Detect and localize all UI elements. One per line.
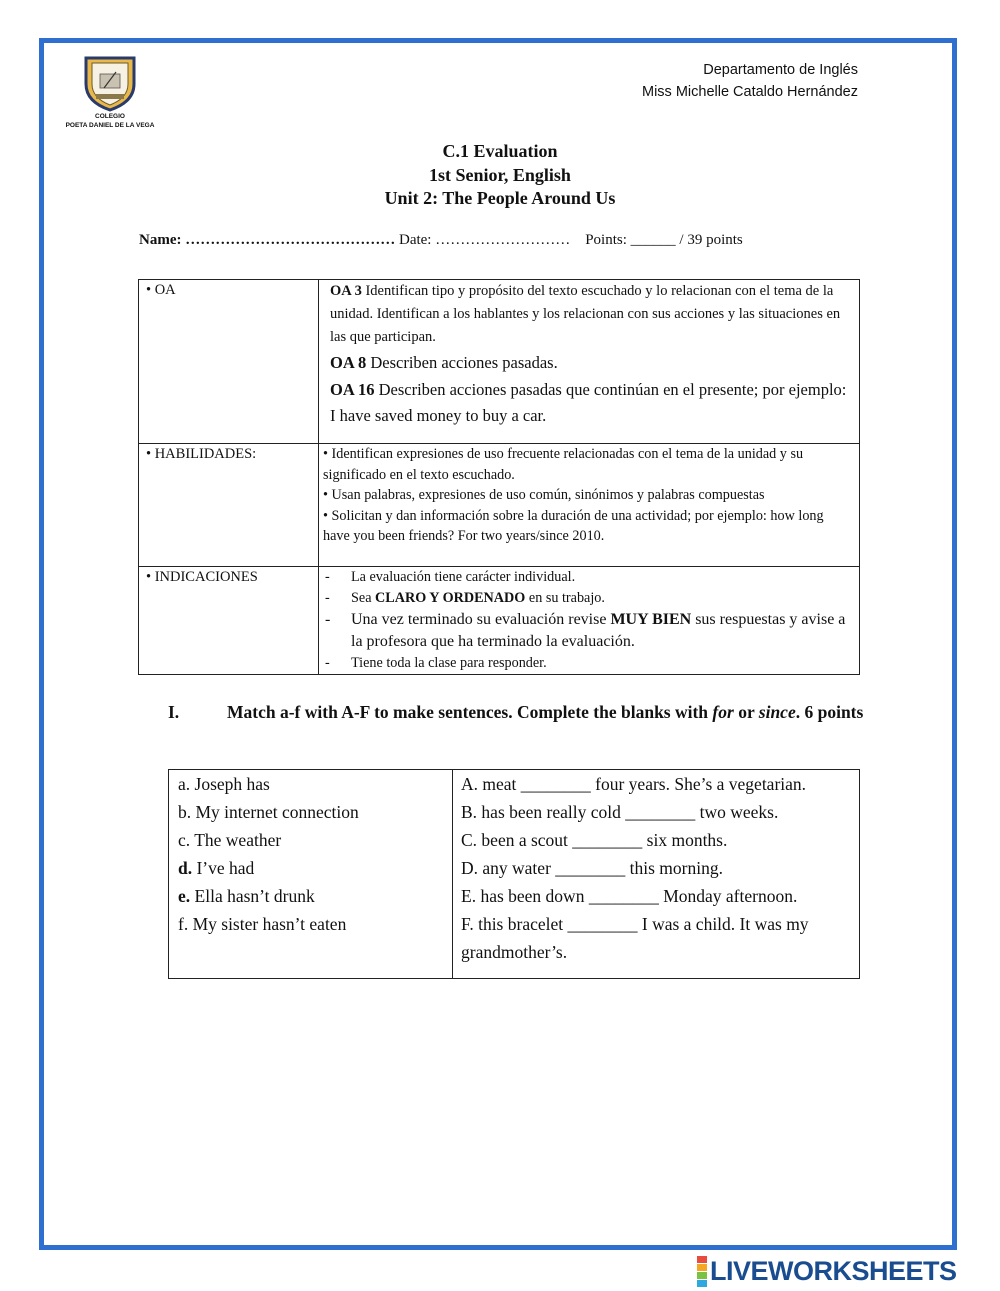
- sentence-starts: [169, 770, 453, 979]
- sentence-ending-item[interactable]: C. been a scout ________ six months.: [461, 830, 728, 850]
- title-line-3: Unit 2: The People Around Us: [384, 188, 616, 208]
- sentence-start-item[interactable]: c. The weather: [178, 830, 282, 850]
- indicaciones-content: [319, 567, 860, 675]
- sentence-ending-item[interactable]: E. has been down ________ Monday afternoon.: [461, 886, 798, 906]
- section-number: I.: [168, 702, 180, 722]
- oa-row: [139, 280, 860, 444]
- points-field[interactable]: Points: ______ / 39 points: [585, 232, 743, 248]
- sentence-endings: [453, 770, 860, 979]
- sentence-ending-item[interactable]: A. meat ________ four years. She’s a vegetarian.: [461, 774, 807, 794]
- title-line-1: C.1 Evaluation: [442, 141, 558, 161]
- section-instructions: Match a-f with A-F to make sentences. Complete the blanks with for or since. 6 points: [227, 702, 864, 722]
- liveworksheets-icon: [697, 1256, 707, 1287]
- crest-icon: [82, 54, 138, 112]
- school-logo: [60, 54, 160, 138]
- indicaciones-row: [139, 567, 860, 675]
- evaluation-title: [0, 140, 1000, 211]
- habilidad-item: • Solicitan y dan información sobre la duración de una actividad; por ejemplo: how long have you been friends? For two years/since 2010.: [323, 507, 824, 544]
- indicacion-item: - La evaluación tiene carácter individual.: [325, 569, 576, 585]
- teacher-name: Miss Michelle Cataldo Hernández: [642, 84, 858, 100]
- objectives-table: [138, 279, 860, 675]
- name-field[interactable]: Name: ……………………………………: [139, 232, 396, 248]
- sentence-start-item[interactable]: d. I’ve had: [178, 858, 255, 878]
- liveworksheets-logo[interactable]: [697, 1255, 957, 1287]
- habilidades-row: [139, 444, 860, 567]
- section-1-heading: [168, 698, 868, 726]
- habilidad-item: • Identifican expresiones de uso frecuente relacionadas con el tema de la unidad y su significado en el texto escuchado.: [323, 446, 804, 483]
- habilidades-content: [319, 444, 860, 567]
- habilidades-label: • HABILIDADES:: [139, 444, 319, 567]
- logo-text-school-name: POETA DANIEL DE LA VEGA: [65, 122, 155, 129]
- department-block: [642, 59, 858, 103]
- sentence-ending-item[interactable]: B. has been really cold ________ two weeks.: [461, 802, 779, 822]
- date-field[interactable]: Date: ………………………: [398, 232, 571, 248]
- sentence-start-item[interactable]: e. Ella hasn’t drunk: [178, 886, 315, 906]
- sentence-start-item[interactable]: f. My sister hasn’t eaten: [178, 914, 347, 934]
- liveworksheets-wordmark: LIVEWORKSHEETS: [710, 1255, 957, 1286]
- student-info-line: [139, 232, 743, 249]
- oa8-text: OA 8 Describen acciones pasadas.: [330, 353, 558, 372]
- matching-table: [168, 769, 860, 979]
- sentence-ending-item[interactable]: F. this bracelet ________ I was a child. It was my grandmother’s.: [461, 914, 809, 962]
- logo-text-colegio: COLEGIO: [95, 113, 125, 120]
- habilidad-item: • Usan palabras, expresiones de uso común, sinónimos y palabras compuestas: [323, 487, 765, 503]
- indicacion-item: - Tiene toda la clase para responder.: [325, 655, 547, 671]
- oa3-text: OA 3 Identifican tipo y propósito del texto escuchado y lo relacionan con el tema de la unidad. Identifican a los hablantes y los relacionan con sus acciones y las situaciones en las que participan.: [330, 283, 841, 345]
- oa16-text: OA 16 Describen acciones pasadas que continúan en el presente; por ejemplo: I have saved money to buy a car.: [330, 380, 847, 425]
- title-line-2: 1st Senior, English: [429, 164, 571, 185]
- oa-content: [319, 280, 860, 444]
- indicacion-item: - Una vez terminado su evaluación revise MUY BIEN sus respuestas y avise a la profesora que ha terminado la evaluación.: [325, 611, 846, 650]
- sentence-start-item[interactable]: b. My internet connection: [178, 802, 359, 822]
- indicacion-item: - Sea CLARO Y ORDENADO en su trabajo.: [325, 590, 605, 606]
- sentence-ending-item[interactable]: D. any water ________ this morning.: [461, 858, 723, 878]
- oa-label: • OA: [139, 280, 319, 444]
- department-name: Departamento de Inglés: [703, 62, 858, 78]
- indicaciones-label: • INDICACIONES: [139, 567, 319, 675]
- sentence-start-item[interactable]: a. Joseph has: [178, 774, 270, 794]
